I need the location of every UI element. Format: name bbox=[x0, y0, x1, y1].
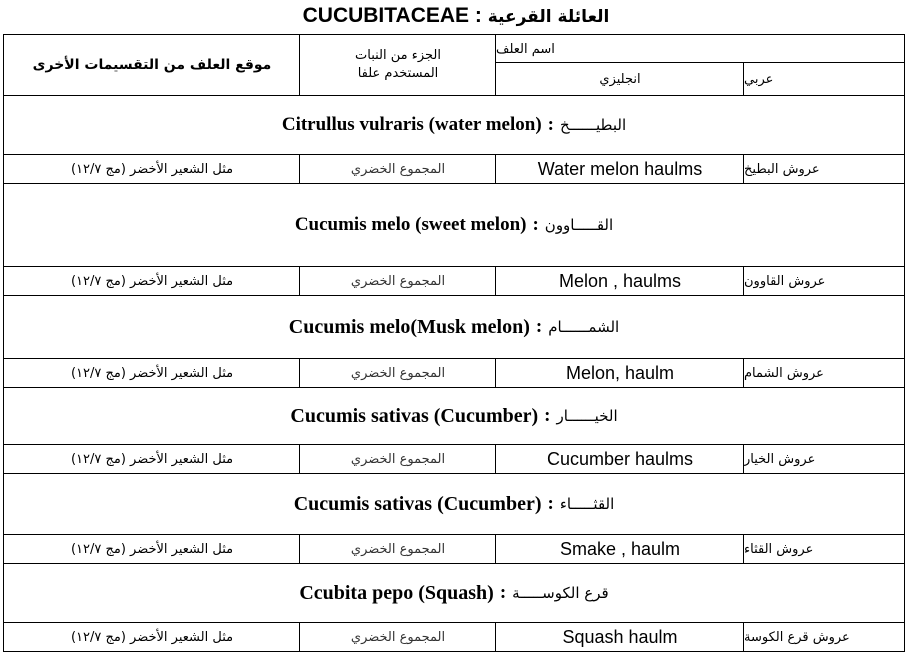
english-name-cell: Cucumber haulms bbox=[495, 444, 745, 474]
table-row bbox=[3, 622, 905, 652]
species-separator: : bbox=[544, 405, 551, 426]
scientific-name: Cucumis melo (sweet melon) bbox=[294, 214, 527, 235]
arabic-name-cell: عروش البطيخ bbox=[743, 154, 905, 184]
title-separator: : bbox=[474, 4, 482, 27]
english-name-cell: Squash haulm bbox=[495, 622, 745, 652]
arabic-name-cell: عروش قرع الكوسة bbox=[743, 622, 905, 652]
page-title bbox=[0, 4, 912, 28]
header-english: انجليزي bbox=[495, 62, 745, 96]
table-row bbox=[3, 266, 905, 296]
species-separator: : bbox=[499, 582, 507, 603]
scientific-name: Citrullus vulraris (water melon) bbox=[281, 114, 542, 135]
header-location: موقع العلف من التقسيمات الأخرى bbox=[3, 34, 301, 96]
scientific-name: Cucumis melo(Musk melon) bbox=[288, 315, 530, 338]
table-row bbox=[3, 444, 905, 474]
location-cell: مثل الشعير الأخضر (مج ١٢/٧) bbox=[3, 266, 301, 296]
arabic-species-name: قرع الكوســـــة bbox=[512, 584, 609, 602]
english-name-cell: Water melon haulms bbox=[495, 154, 745, 184]
arabic-species-name: القـــــاوون bbox=[544, 216, 614, 234]
header-plant-part-line2: المستخدم علفا bbox=[357, 66, 439, 81]
table-header bbox=[3, 34, 905, 96]
species-separator: : bbox=[535, 316, 543, 337]
arabic-species-name: الخيــــــار bbox=[556, 407, 618, 425]
location-cell: مثل الشعير الأخضر (مج ١٢/٧) bbox=[3, 358, 301, 388]
plant-part-cell: المجموع الخضري bbox=[299, 622, 497, 652]
arabic-species-name: البطيــــــخ bbox=[559, 116, 627, 134]
header-plant-part-line1: الجزء من النبات bbox=[355, 48, 441, 63]
family-arabic-name: العائلة القرعية bbox=[487, 7, 610, 27]
plant-part-cell: المجموع الخضري bbox=[299, 534, 497, 564]
species-band bbox=[3, 564, 905, 622]
species-separator: : bbox=[547, 114, 554, 135]
scientific-name: Cucumis sativas (Cucumber) bbox=[290, 404, 539, 427]
arabic-name-cell: عروش الشمام bbox=[743, 358, 905, 388]
scientific-name: Cucumis sativas (Cucumber) bbox=[293, 492, 542, 515]
english-name-cell: Smake , haulm bbox=[495, 534, 745, 564]
species-band bbox=[3, 184, 905, 266]
table-row bbox=[3, 358, 905, 388]
species-separator: : bbox=[532, 214, 539, 235]
species-band bbox=[3, 474, 905, 534]
location-cell: مثل الشعير الأخضر (مج ١٢/٧) bbox=[3, 444, 301, 474]
location-cell: مثل الشعير الأخضر (مج ١٢/٧) bbox=[3, 154, 301, 184]
table-row bbox=[3, 534, 905, 564]
plant-part-cell: المجموع الخضري bbox=[299, 444, 497, 474]
arabic-species-name: الشمــــــام bbox=[548, 318, 620, 336]
plant-part-cell: المجموع الخضري bbox=[299, 266, 497, 296]
species-band bbox=[3, 96, 905, 154]
arabic-name-cell: عروش القاوون bbox=[743, 266, 905, 296]
english-name-cell: Melon, haulm bbox=[495, 358, 745, 388]
header-feed-name: اسم العلف bbox=[495, 34, 905, 64]
arabic-name-cell: عروش القثاء bbox=[743, 534, 905, 564]
species-band bbox=[3, 296, 905, 358]
arabic-species-name: القثـــــاء bbox=[559, 495, 615, 513]
plant-part-cell: المجموع الخضري bbox=[299, 154, 497, 184]
species-separator: : bbox=[547, 493, 554, 514]
table-row bbox=[3, 154, 905, 184]
species-band bbox=[3, 388, 905, 444]
location-cell: مثل الشعير الأخضر (مج ١٢/٧) bbox=[3, 534, 301, 564]
plant-part-cell: المجموع الخضري bbox=[299, 358, 497, 388]
header-arabic: عربي bbox=[743, 62, 905, 96]
family-latin-name: CUCUBITACEAE bbox=[302, 4, 470, 27]
header-plant-part bbox=[299, 34, 497, 96]
english-name-cell: Melon , haulms bbox=[495, 266, 745, 296]
arabic-name-cell: عروش الخيار bbox=[743, 444, 905, 474]
location-cell: مثل الشعير الأخضر (مج ١٢/٧) bbox=[3, 622, 301, 652]
scientific-name: Ccubita pepo (Squash) bbox=[299, 581, 494, 604]
